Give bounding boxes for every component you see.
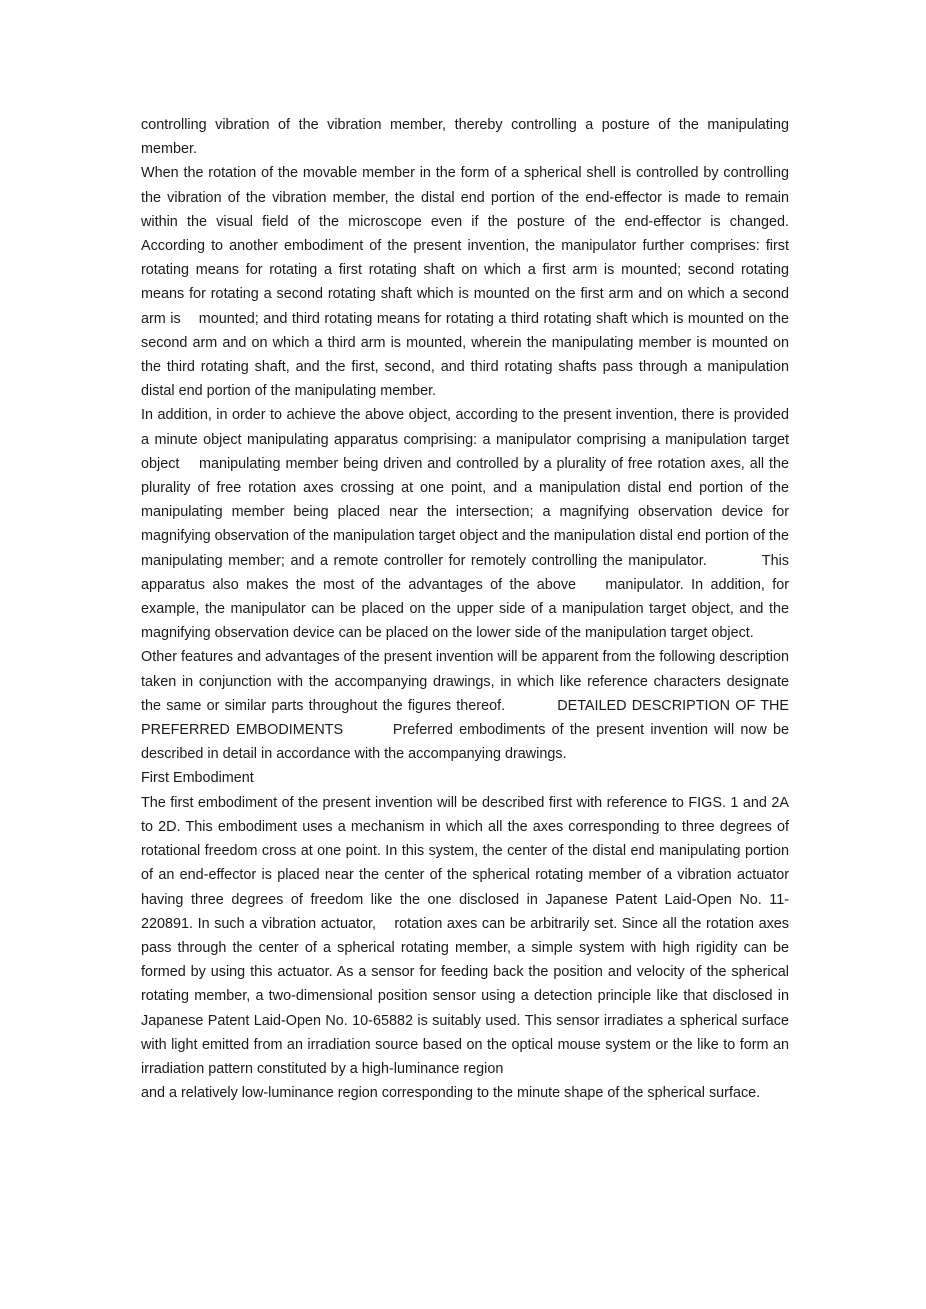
body-text (141, 113, 829, 1105)
paragraph-continuation: and a relatively low-luminance region corresponding to the minute shape of the spherical surface. (141, 1085, 761, 1102)
paragraph-apparatus: In addition, in order to achieve the above object, according to the present invention, there is provided a minute object manipulating apparatus comprising: a manipulator comprising a manipulation target object manipulating member being driven and controlled by a plurality of free rotation axes, all the plurality of free rotation axes crossing at one point, and a manipulation distal end portion of the manipulating member being placed near the intersection; a magnifying observation device for magnifying observation of the manipulation target object and the manipulation distal end portion of the manipulating member; and a remote controller for remotely controlling the manipulator. This apparatus also makes the most of the advantages of the above manipulator. In addition, for example, the manipulator can be placed on the upper side of a manipulation target object, and the magnifying observation device can be placed on the lower side of the manipulation target object. (141, 407, 794, 642)
paragraph-posture-control: controlling vibration of the vibration member, thereby controlling a posture of the manipulating member. (141, 117, 793, 158)
paragraph-first-embodiment: The first embodiment of the present invention will be described first with reference to FIGS. 1 and 2A to 2D. This embodiment uses a mechanism in which all the axes corresponding to three degrees of rotational freedom cross at one point. In this system, the center of the distal end manipulating portion of an end-effector is placed near the center of the spherical rotating member of a vibration actuator having three degrees of freedom like the one disclosed in Japanese Patent Laid-Open No. 11-220891. In such a vibration actuator, rotation axes can be arbitrarily set. Since all the rotation axes pass through the center of a spherical rotating member, a simple system with high rigidity can be formed by using this actuator. As a sensor for feeding back the position and velocity of the spherical rotating member, a two-dimensional position sensor using a detection principle like that disclosed in Japanese Patent Laid-Open No. 10-65882 is suitably used. This sensor irradiates a spherical surface with light emitted from an irradiation source based on the optical mouse system or the like to form an irradiation pattern constituted by a high-luminance region (141, 794, 793, 1077)
section-heading-first-embodiment: First Embodiment (141, 770, 254, 787)
paragraph-other-features: Other features and advantages of the present invention will be apparent from the following description taken in conjunction with the accompanying drawings, in which like reference characters designate the same or similar parts throughout the figures thereof. DETAILED DESCRIPTION OF THE PREFERRED EMBODIMENTS Preferred embodiments of the present invention will now be described in detail in accordance with the accompanying drawings. (141, 649, 793, 763)
paragraph-rotation-control: When the rotation of the movable member in the form of a spherical shell is controlled by controlling the vibration of the vibration member, the distal end portion of the end-effector is made to remain within the visual field of the microscope even if the posture of the end-effector is changed. According to another embodiment of the present invention, the manipulator further comprises: first rotating means for rotating a first rotating shaft on which a first arm is mounted; second rotating means for rotating a second rotating shaft which is mounted on the first arm and on which a second arm is mounted; and third rotating means for rotating a third rotating shaft which is mounted on the second arm and on which a third arm is mounted, wherein the manipulating member is mounted on the third rotating shaft, and the first, second, and third rotating shafts pass through a manipulation distal end portion of the manipulating member. (141, 165, 829, 400)
